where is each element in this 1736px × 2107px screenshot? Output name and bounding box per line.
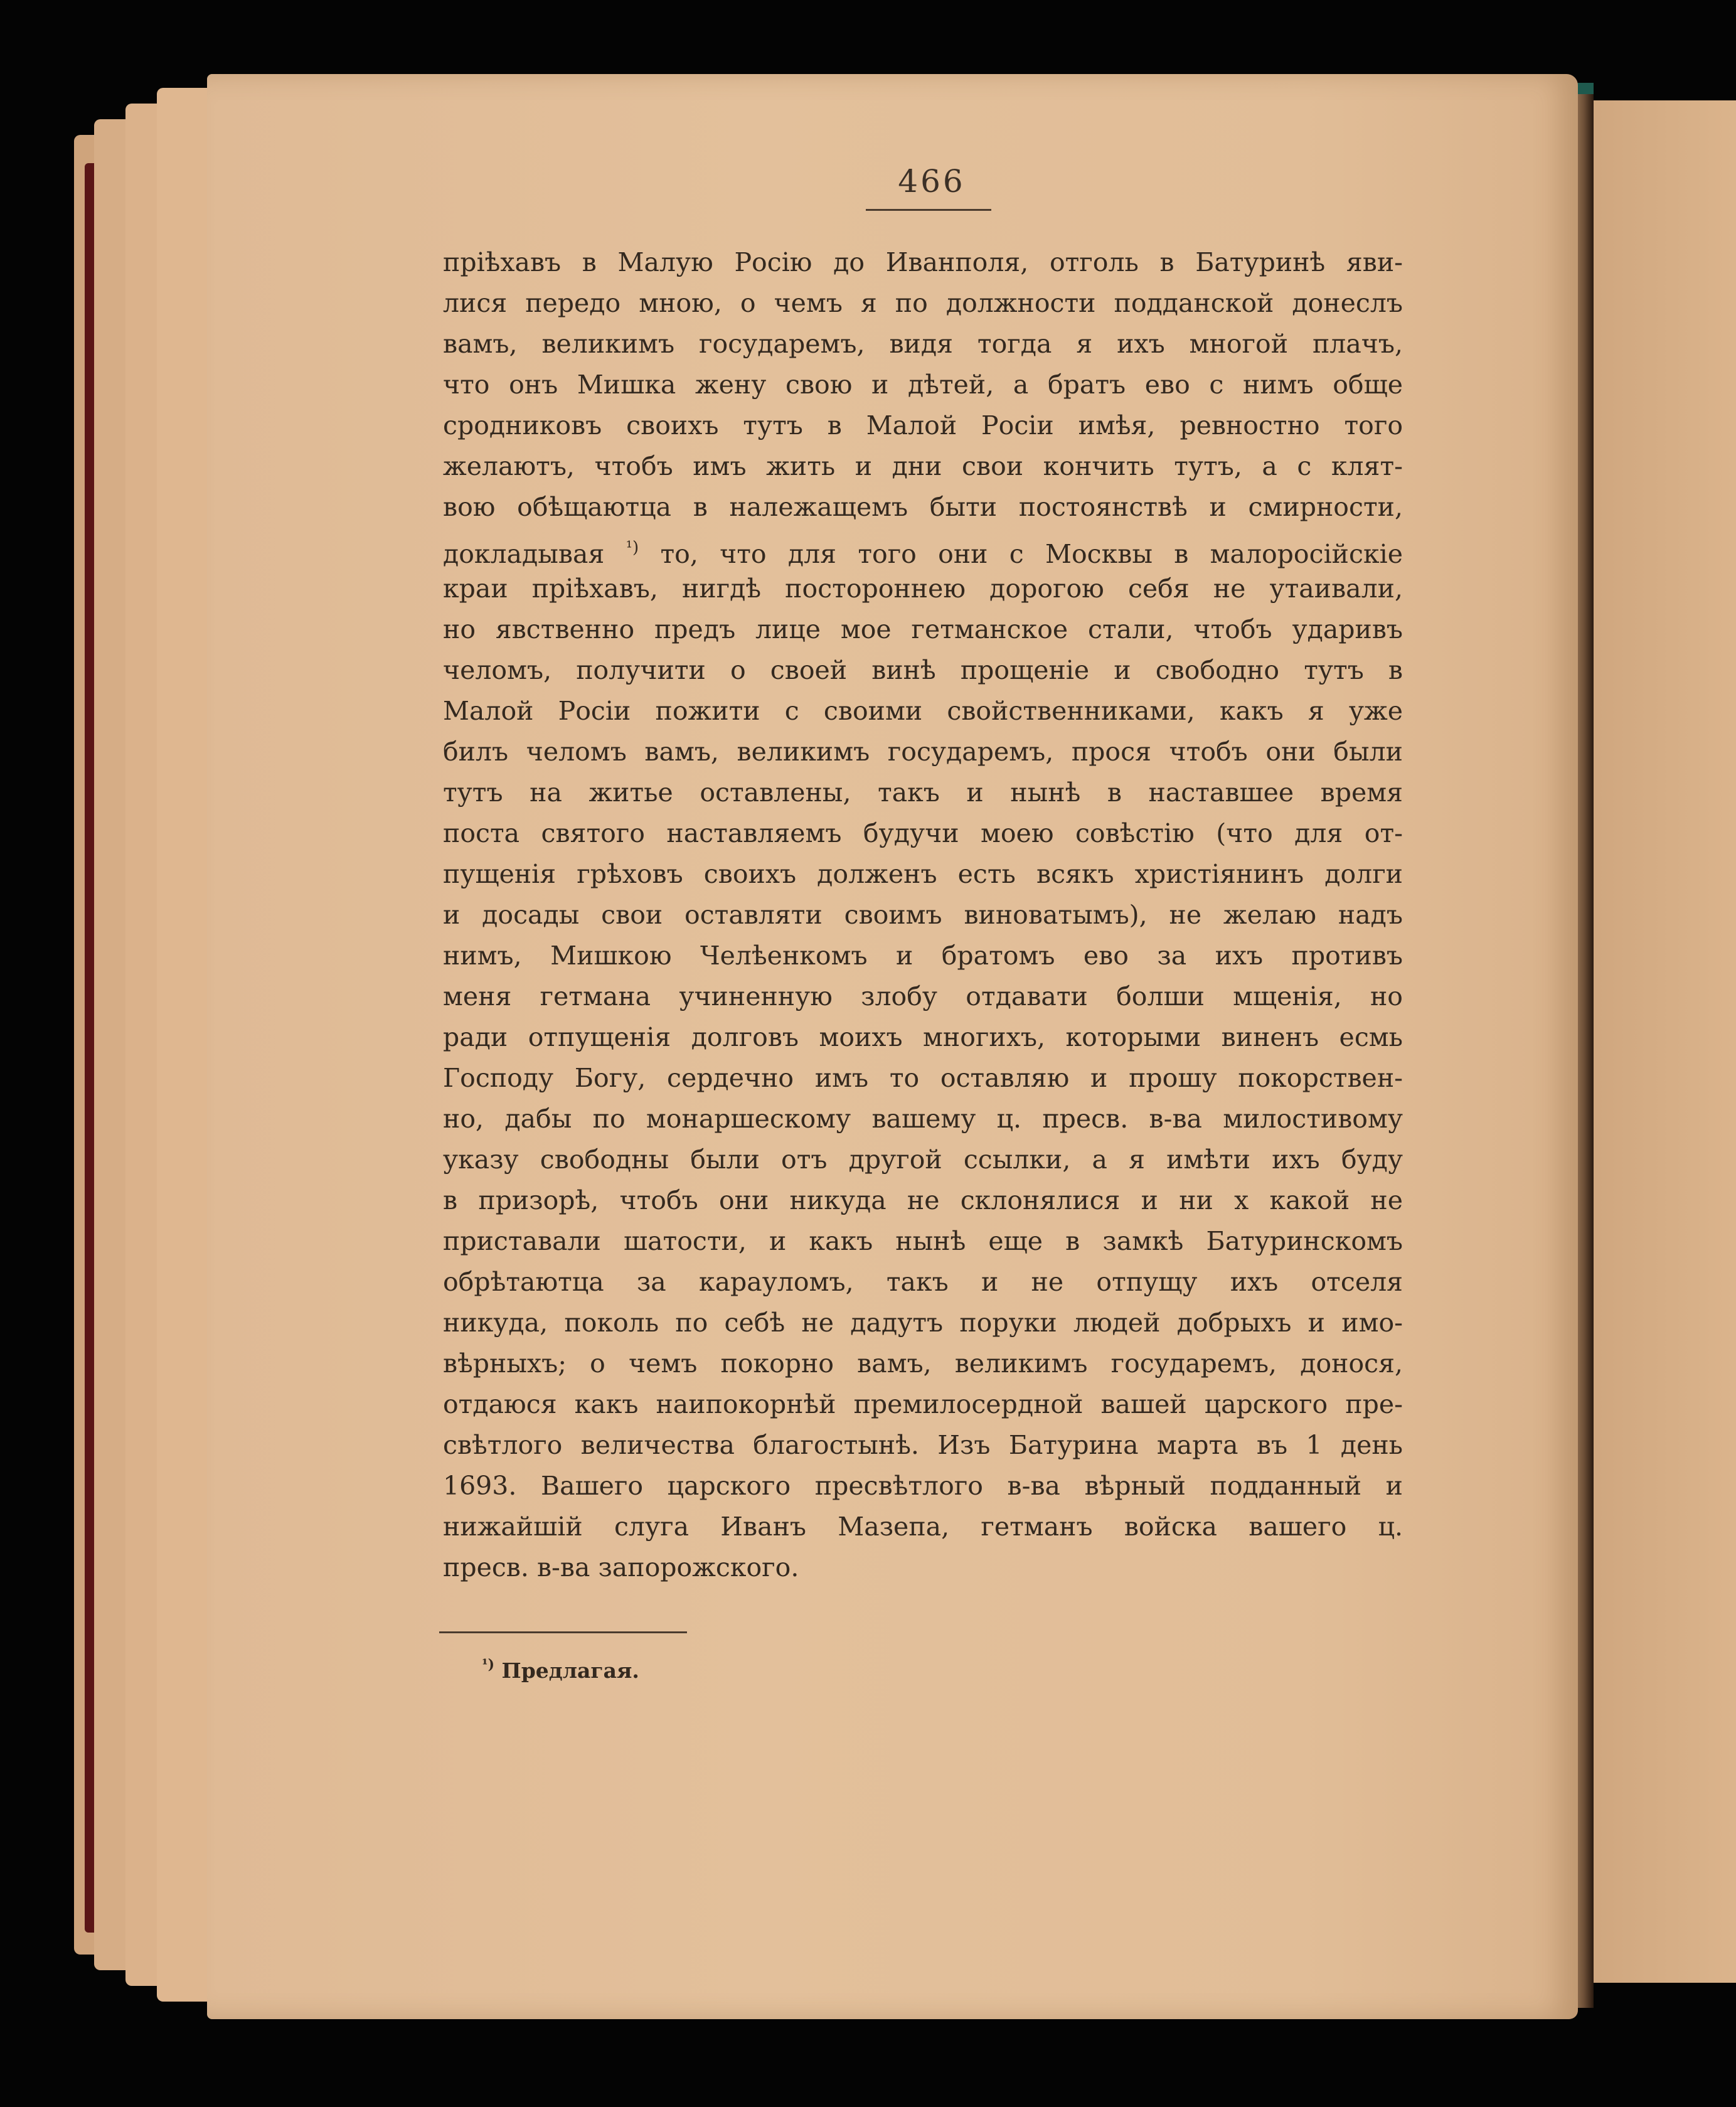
text-line: в призорѣ, чтобъ они никуда не склонялися и ни х какой не [443,1185,1403,1215]
text-line: челомъ, получити о своей винѣ прощеніе и свободно тутъ в [443,655,1403,685]
text-line: вою обѣщаютца в належащемъ быти постоянствѣ и смирности, [443,492,1403,522]
text-line: что онъ Мишка жену свою и дѣтей, а братъ ево с нимъ обще [443,370,1403,400]
facing-page [1586,100,1736,1983]
text-line: поста святого наставляемъ будучи моею совѣстію (что для от- [443,818,1403,848]
text-line: пресв. в-ва запорожского. [443,1552,799,1582]
footnote [482,1656,639,1683]
text-segment: докладывая [443,539,605,568]
text-line: 1693. Вашего царского пресвѣтлого в-ва вѣрный подданный и [443,1471,1403,1501]
text-line: тутъ на житье оставлены, такъ и нынѣ в наставшее время [443,777,1403,808]
text-line: пущенія грѣховъ своихъ долженъ есть всякъ христіянинъ долги [443,859,1403,889]
footnote-mark: ¹) [482,1656,495,1673]
footnote-text: Предлагая. [501,1658,639,1683]
text-line: но, дабы по монаршескому вашему ц. пресв. в-ва милостивому [443,1104,1403,1134]
footnote-rule [439,1631,687,1633]
text-line: желаютъ, чтобъ имъ жить и дни свои кончить тутъ, а с клят- [443,451,1403,481]
page-number-rule [866,209,991,211]
text-line: отдаюся какъ наипокорнѣй премилосердной вашей царского пре- [443,1389,1403,1419]
footnote-reference: ¹) [626,538,639,557]
text-line: меня гетмана учиненную злобу отдавати болши мщенія, но [443,981,1403,1011]
text-line: вамъ, великимъ государемъ, видя тогда я ихъ многой плачъ, [443,329,1403,359]
text-line: никуда, поколь по себѣ не дадутъ поруки людей добрыхъ и имо- [443,1308,1403,1338]
text-line: билъ челомъ вамъ, великимъ государемъ, прося чтобъ они были [443,737,1403,767]
body-text [443,242,1403,1588]
text-line: Господу Богу, сердечно имъ то оставляю и прошу покорствен- [443,1063,1403,1093]
text-line: и досады свои оставляти своимъ виноватымъ), не желаю надъ [443,900,1403,930]
text-line: вѣрныхъ; о чемъ покорно вамъ, великимъ государемъ, донося, [443,1348,1403,1379]
text-line: ради отпущенія долговъ моихъ многихъ, которыми виненъ есмь [443,1022,1403,1052]
text-line: сродниковъ своихъ тутъ в Малой Росіи имѣя, ревностно того [443,410,1403,440]
page-number: 466 [898,163,966,200]
text-line: приставали шатости, и какъ нынѣ еще в замкѣ Батуринскомъ [443,1226,1403,1256]
text-line: Малой Росіи пожити с своими свойственниками, какъ я уже [443,696,1403,726]
text-line: свѣтлого величества благостынѣ. Изъ Батурина марта въ 1 день [443,1430,1403,1460]
text-line-with-footnote [443,528,1403,568]
text-line: пріѣхавъ в Малую Росію до Иванполя, отголь в Батуринѣ яви- [443,247,1403,277]
text-line: нимъ, Мишкою Челѣенкомъ и братомъ ево за ихъ противъ [443,941,1403,971]
text-line: краи пріѣхавъ, нигдѣ постороннею дорогою себя не утаивали, [443,573,1403,604]
text-line: нижайшій слуга Иванъ Мазепа, гетманъ войска вашего ц. [443,1512,1403,1542]
text-line: указу свободны были отъ другой ссылки, а я имѣти ихъ буду [443,1144,1403,1175]
text-line: но явственно предъ лице мое гетманское стали, чтобъ ударивъ [443,614,1403,644]
text-line: лися передо мною, о чемъ я по должности подданской донеслъ [443,288,1403,318]
text-segment: то, что для того они с Москвы в малоросійскіе [660,539,1403,568]
text-line: обрѣтаютца за карауломъ, такъ и не отпущу ихъ отселя [443,1267,1403,1297]
